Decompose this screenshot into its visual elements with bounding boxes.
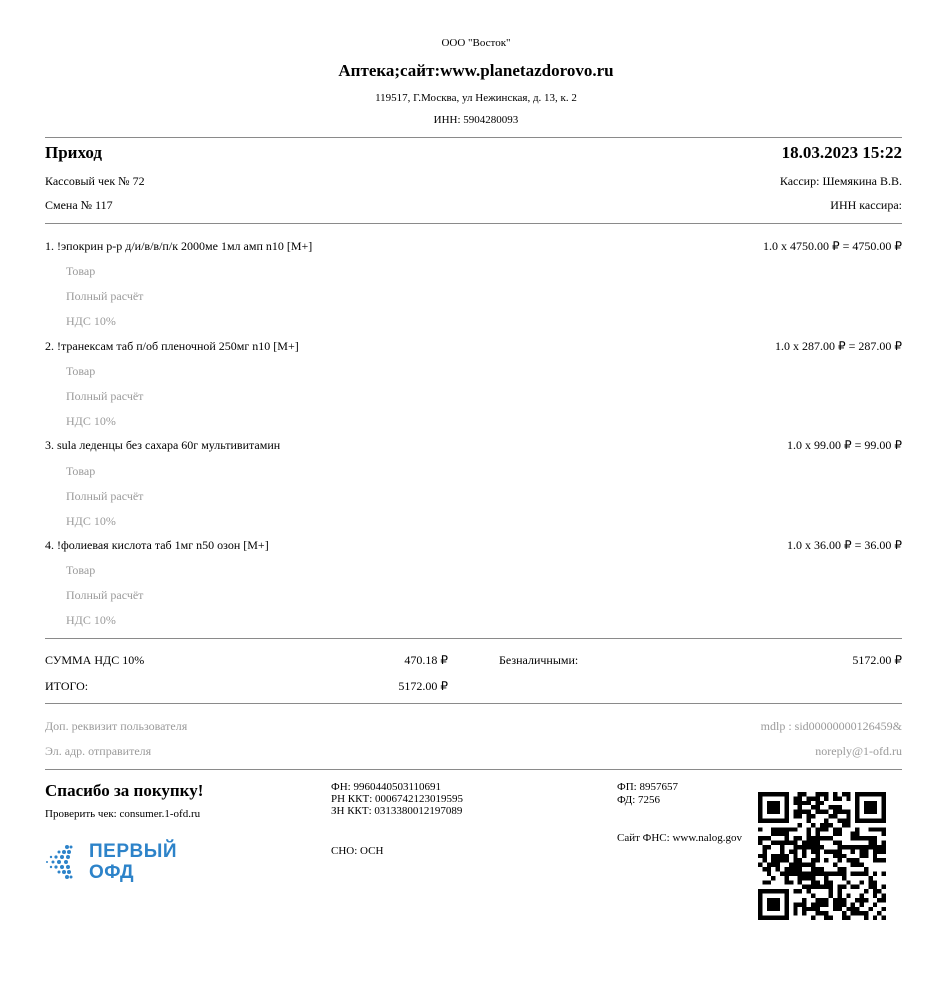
item-vat: НДС 10% <box>66 314 116 328</box>
divider <box>45 137 902 138</box>
item-payment: Полный расчёт <box>66 289 144 303</box>
pervyi-ofd-logo <box>45 841 175 883</box>
item-payment: Полный расчёт <box>66 588 144 602</box>
cashier-inn: ИНН кассира: <box>830 198 902 212</box>
cashless-value: 5172.00 ₽ <box>852 653 902 667</box>
rn-kkt: РН ККТ: 0006742123019595 <box>331 793 464 805</box>
fiscal-info <box>331 781 463 817</box>
fp-number: ФП: 8957657 <box>617 781 678 793</box>
fn-number: ФН: 9960440503110691 <box>331 781 442 793</box>
store-inn: ИНН: 5904280093 <box>433 114 519 126</box>
vat-sum-label: СУММА НДС 10% <box>45 653 145 667</box>
fiscal-sign-info <box>617 781 678 807</box>
fd-number: ФД: 7256 <box>617 794 661 806</box>
receipt-number: Кассовый чек № 72 <box>45 174 145 188</box>
item-payment: Полный расчёт <box>66 489 144 503</box>
qr-code-icon <box>758 792 886 925</box>
store-name: Аптека;сайт:www.planetazdorovo.ru <box>338 61 614 80</box>
sender-email-value: noreply@1-ofd.ru <box>815 744 902 758</box>
fns-site[interactable]: Сайт ФНС: www.nalog.gov <box>617 832 742 844</box>
logo-text-line1: ПЕРВЫЙ <box>89 841 177 862</box>
total-value: 5172.00 ₽ <box>398 679 448 693</box>
divider <box>45 223 902 224</box>
item-name: 4. !фолиевая кислота таб 1мг n50 озон [M+] <box>45 538 269 552</box>
cashier-name: Кассир: Шемякина В.В. <box>779 174 902 188</box>
receipt-datetime: 18.03.2023 15:22 <box>781 143 902 162</box>
item-kind: Товар <box>66 464 96 478</box>
item-vat: НДС 10% <box>66 613 116 627</box>
item-price: 1.0 x 36.00 ₽ = 36.00 ₽ <box>786 538 902 552</box>
item-name: 3. sula леденцы без сахара 60г мультивитамин <box>45 438 281 452</box>
receipt-type: Приход <box>45 143 102 162</box>
divider <box>45 769 902 770</box>
divider <box>45 638 902 639</box>
item-price: 1.0 x 4750.00 ₽ = 4750.00 ₽ <box>762 239 902 253</box>
company-name: ООО "Восток" <box>441 37 511 49</box>
store-address: 119517, Г.Москва, ул Нежинская, д. 13, к. 2 <box>375 92 577 104</box>
item-vat: НДС 10% <box>66 514 116 528</box>
tax-system: СНО: ОСН <box>331 845 384 857</box>
pervyi-ofd-logo-icon <box>45 844 75 885</box>
item-price: 1.0 x 287.00 ₽ = 287.00 ₽ <box>774 339 902 353</box>
item-kind: Товар <box>66 364 96 378</box>
zn-kkt: ЗН ККТ: 0313380012197089 <box>331 805 463 817</box>
item-price: 1.0 x 99.00 ₽ = 99.00 ₽ <box>786 438 902 452</box>
user-requisite-value: mdlp : sid00000000126459& <box>760 719 902 733</box>
sender-email-label: Эл. адр. отправителя <box>45 744 152 758</box>
item-kind: Товар <box>66 563 96 577</box>
total-label: ИТОГО: <box>45 679 89 693</box>
logo-text-line2: ОФД <box>89 862 135 883</box>
vat-sum-value: 470.18 ₽ <box>404 653 448 667</box>
item-name: 2. !транексам таб п/об пленочной 250мг n10 [M+] <box>45 339 299 353</box>
cashless-label: Безналичными: <box>499 653 579 667</box>
user-requisite-label: Доп. реквизит пользователя <box>45 719 188 733</box>
item-name: 1. !эпокрин р-р д/и/в/в/п/к 2000ме 1мл амп n10 [M+] <box>45 239 313 253</box>
divider <box>45 703 902 704</box>
item-vat: НДС 10% <box>66 414 116 428</box>
shift-number: Смена № 117 <box>45 198 113 212</box>
thanks-message: Спасибо за покупку! <box>45 781 204 800</box>
check-link[interactable]: Проверить чек: consumer.1-ofd.ru <box>45 808 201 820</box>
item-kind: Товар <box>66 264 96 278</box>
item-payment: Полный расчёт <box>66 389 144 403</box>
